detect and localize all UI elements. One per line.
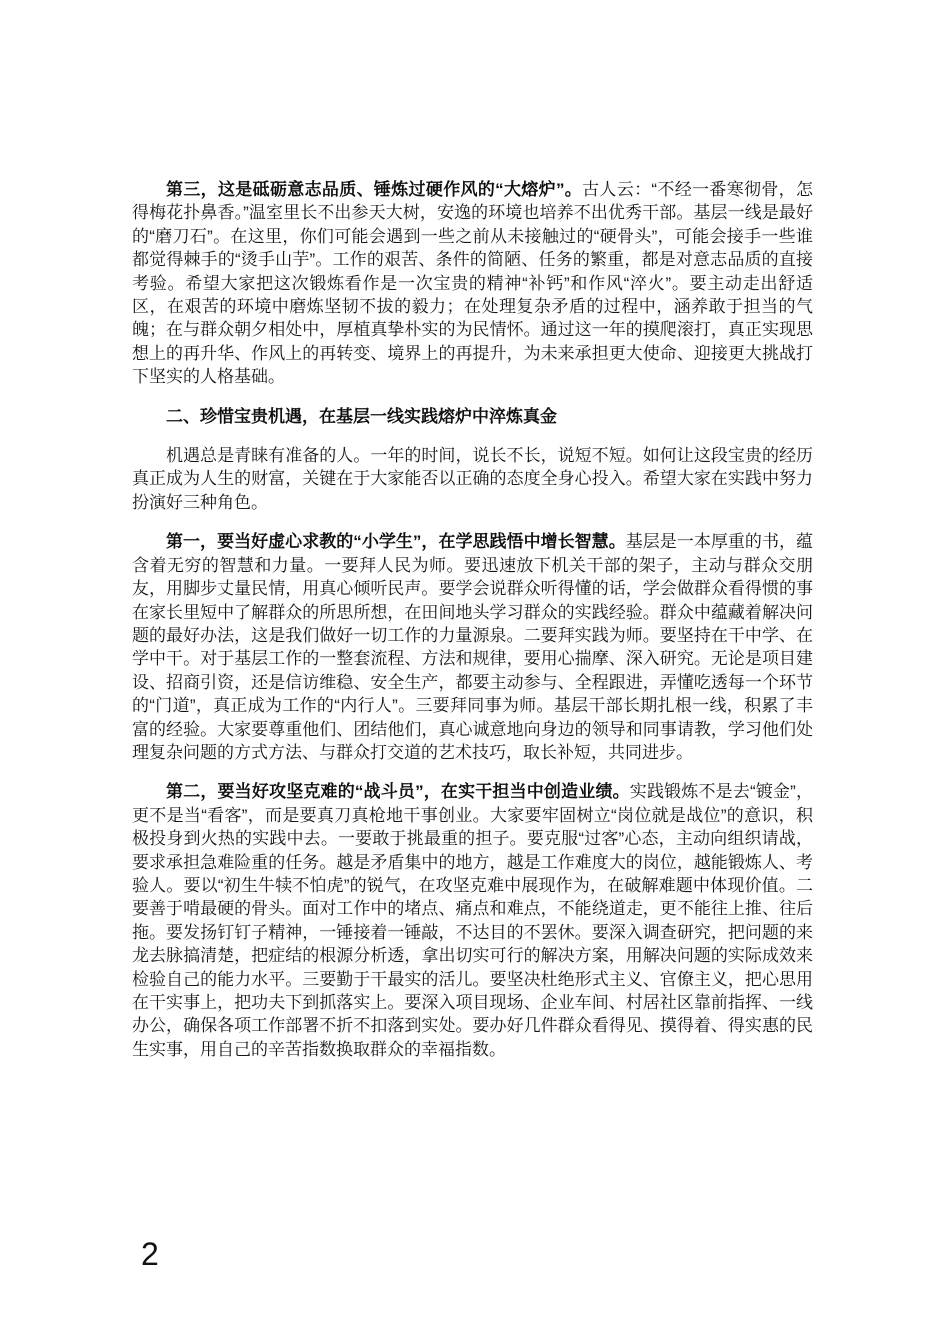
paragraph-point-one: [132, 530, 813, 764]
paragraph-point-one-lead: 第一，要当好虚心求教的“小学生”，在学思践悟中增长智慧。: [166, 532, 626, 552]
document-body: [132, 178, 813, 1077]
page-number: 2: [141, 1236, 159, 1272]
section-heading-two: 二、珍惜宝贵机遇，在基层一线实践熔炉中淬炼真金: [166, 406, 557, 426]
paragraph-point-three: [132, 178, 813, 389]
paragraph-point-three-text: 古人云：“不经一番寒彻骨，怎得梅花扑鼻香。”温室里长不出参天大树，安逸的环境也培养不出优秀干部。基层一线是最好的“磨刀石”。在这里，你们可能会遇到一些之前从未接触过的“硬骨头”，可能会接手一些谁都觉得棘手的“烫手山芋”。工作的艰苦、条件的简陋、任务的繁重，都是对意志品质的直接考验。希望大家把这次锻炼看作是一次宝贵的精神“补钙”和作风“淬火”。要主动走出舒适区，在艰苦的环境中磨炼坚韧不拔的毅力；在处理复杂矛盾的过程中，涵养敢于担当的气魄；在与群众朝夕相处中，厚植真挚朴实的为民情怀。通过这一年的摸爬滚打，真正实现思想上的再升华、作风上的再转变、境界上的再提升，为未来承担更大使命、迎接更大挑战打下坚实的人格基础。: [132, 180, 813, 387]
paragraph-point-three-lead: 第三，这是砥砺意志品质、锤炼过硬作风的“大熔炉”。: [166, 180, 583, 199]
paragraph-intro: 机遇总是青睐有准备的人。一年的时间，说长不长，说短不短。如何让这段宝贵的经历真正成为人生的财富，关键在于大家能否以正确的态度全身心投入。希望大家在实践中努力扮演好三种角色。: [132, 446, 813, 512]
paragraph-point-two: [132, 780, 813, 1061]
paragraph-point-two-text: 实践锻炼不是去“镀金”，更不是当“看客”，而是要真刀真枪地干事创业。大家要牢固树立“岗位就是战位”的意识，积极投身到火热的实践中去。一要敢于挑最重的担子。要克服“过客”心态，主动向组织请战，要求承担急难险重的任务。越是矛盾集中的地方，越是工作难度大的岗位，越能锻炼人、考验人。要以“初生牛犊不怕虎”的锐气，在攻坚克难中展现作为，在破解难题中体现价值。二要善于啃最硬的骨头。面对工作中的堵点、痛点和难点，不能绕道走，更不能往上推、往后拖。要发扬钉钉子精神，一锤接着一锤敲，不达目的不罢休。要深入调查研究，把问题的来龙去脉搞清楚，把症结的根源分析透，拿出切实可行的解决方案，用解决问题的实际成效来检验自己的能力水平。三要勤于干最实的活儿。要坚决杜绝形式主义、官僚主义，把心思用在干实事上，把功夫下到抓落实上。要深入项目现场、企业车间、村居社区靠前指挥、一线办公，确保各项工作部署不折不扣落到实处。要办好几件群众看得见、摸得着、得实惠的民生实事，用自己的辛苦指数换取群众的幸福指数。: [132, 782, 814, 1059]
paragraph-point-two-lead: 第二，要当好攻坚克难的“战斗员”，在实干担当中创造业绩。: [166, 782, 630, 802]
paragraph-point-one-text: 基层是一本厚重的书，蕴含着无穷的智慧和力量。一要拜人民为师。要迅速放下机关干部的架子，主动与群众交朋友，用脚步丈量民情，用真心倾听民声。要学会说群众听得懂的话，学会做群众看得惯的事在家长里短中了解群众的所思所想，在田间地头学习群众的实践经验。群众中蕴藏着解决问题的最好办法，这是我们做好一切工作的力量源泉。二要拜实践为师。要坚持在干中学、在学中干。对于基层工作的一整套流程、方法和规律，要用心揣摩、深入研究。无论是项目建设、招商引资，还是信访维稳、安全生产，都要主动参与、全程跟进，弄懂吃透每一个环节的“门道”，真正成为工作的“内行人”。三要拜同事为师。基层干部长期扎根一线，积累了丰富的经验。大家要尊重他们、团结他们，真心诚意地向身边的领导和同事请教，学习他们处理复杂问题的方式方法、与群众打交道的艺术技巧，取长补短，共同进步。: [132, 532, 814, 762]
